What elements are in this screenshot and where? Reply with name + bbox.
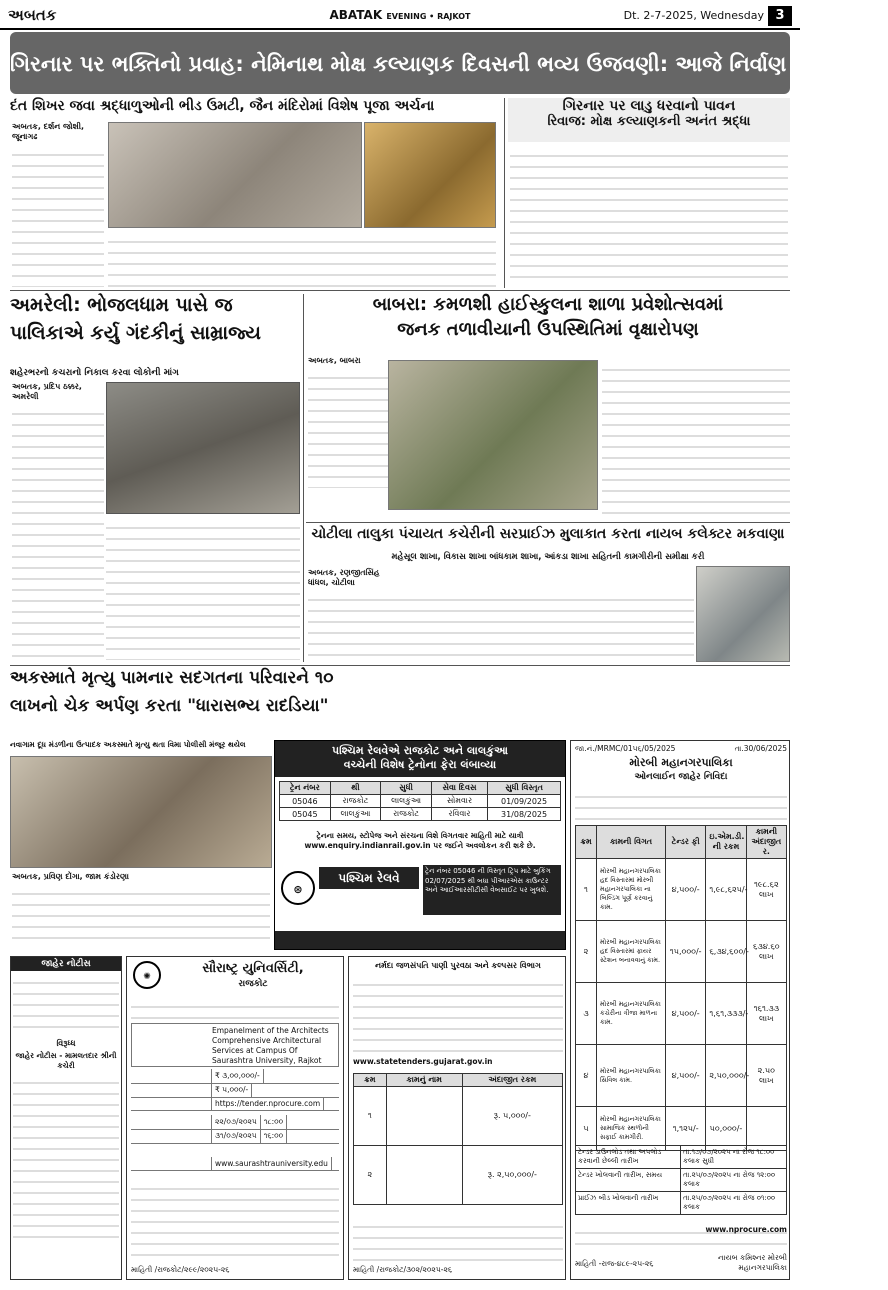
row-fee: ૪,૫૦૦/- (666, 983, 706, 1045)
masthead-sub: EVENING • RAJKOT (386, 12, 471, 21)
deadline-row (575, 1169, 787, 1192)
row-emd: ૧,૯૮,૬૨૫/- (706, 859, 746, 921)
railway-table-header (280, 782, 561, 795)
row-sr: ૩ (576, 983, 597, 1045)
extended-date: 31/08/2025 (488, 808, 561, 821)
university-footer-text (131, 1179, 339, 1261)
service-day: સોમવાર (431, 795, 487, 808)
row-work: મોરબી મહાનગરપાલિકા હદ વિસ્તારમાં ફાયર સ્ટેશન બનાવવાનું કામ. (597, 921, 666, 983)
table-row (280, 808, 561, 821)
col-tender-fee: ટેન્ડર ફી (666, 826, 706, 859)
col-emd: ઇ.એમ.ડી. ની રકમ (706, 826, 746, 859)
railway-brand: પશ્ચિમ રેલવે (319, 867, 419, 889)
gwssb-title: નર્મદા જળસંપતિ પાણી પુરવઠા અને કલ્પસર વિભાગ (375, 961, 541, 970)
story5-body-text (308, 590, 694, 662)
morbi-ref-date: તા.30/06/2025 (734, 744, 787, 753)
story5-byline: અબતક, રણજીતસિંહ ધાંધલ, ચોટીલા (308, 568, 380, 587)
story5-subhead: મહેસૂલ શાખા, વિકાસ શાખા બાંધકામ શાખા, આંકડા શાખા સહિતની કામગીરીની સમીક્ષા કરી (391, 552, 705, 562)
story1-column-text (12, 145, 104, 287)
col-work: કામનું નામ (386, 1074, 462, 1087)
story4-headline-box (306, 294, 790, 354)
gwssb-notes-text (353, 1217, 563, 1261)
story6-headline-line2: લાખનો ચેક અર્પણ કરતા "ધારાસભ્ય રાદડિયા" (10, 696, 329, 716)
row-emd: ૨,૫૦,૦૦૦/- (706, 1045, 746, 1107)
section-divider (306, 522, 790, 523)
deadline-value: તા.૨૫/૦૭/૨૦૨૫ ના રોજ ૦૧:૦૦ કલાક (683, 1194, 776, 1211)
table-header (354, 1074, 563, 1087)
gwssb-amount1: રૂ. ૫,૦૦૦/- (462, 1087, 562, 1146)
row-estimate: ૬૩૪.૬૦ લાખ (746, 921, 786, 983)
table-row (131, 1083, 339, 1098)
service-day: રવિવાર (431, 808, 487, 821)
row-work: મોરબી મહાનગરપાલિકા સિવિલ કામ. (597, 1045, 666, 1107)
col-work: કામની વિગત (597, 826, 666, 859)
col-amount: અંદાજીત રકમ (462, 1074, 562, 1087)
gwssb-website[interactable]: www.statetenders.gujarat.gov.in (353, 1057, 493, 1066)
deadline-label: ટેન્ડર ડાઉનલોડ તથા અપલોડ કરવાની છેલ્લી તારીખ (576, 1146, 681, 1168)
story3-subhead: શહેરભરનો કચરાનો નિકાલ કરવા લોકોની માંગ (10, 368, 179, 378)
public-notice-text (13, 973, 119, 1037)
table-row (131, 1097, 339, 1111)
public-notice-body2: જાહેર નોટીસ - મામલતદાર શ્રીની કચેરી (15, 1051, 117, 1070)
story2-body-text (510, 146, 788, 286)
table-row (131, 1115, 339, 1130)
story6-subhead: નવાગામ દૂધ મંડળીના ઉત્પાદક અકસ્માતે મૃત્યુ થતા વિમા પોલીસી મંજૂર થયેલ (10, 740, 246, 749)
story5-headline: ચોટીલા તાલુકા પંચાયત કચેરીની સરપ્રાઈઝ મુલાકાત કરતા નાયબ કલેક્ટર મકવાણા (311, 526, 785, 542)
table-row (131, 1129, 339, 1144)
morbi-footer-left: માહિતી -રાજ-૪૮૯-૨૫-૨૬ (575, 1259, 654, 1268)
table-row: ૨ રૂ. ૨,૫૦,૦૦૦/- (354, 1146, 563, 1205)
university-website[interactable]: www.saurashtrauniversity.edu (212, 1157, 332, 1170)
row-fee: ૧૫,૦૦૦/- (666, 921, 706, 983)
university-name: સૌરાષ્ટ્ર યુનિવર્સિટી, (202, 961, 304, 976)
story2-headline-box (508, 98, 790, 142)
from-station: લાલકુંઆ (330, 808, 381, 821)
story4-photo-plantation (388, 360, 598, 510)
row-sr: ૧ (576, 859, 597, 921)
public-notice-title: જાહેર નોટીસ (11, 957, 121, 971)
masthead (300, 8, 500, 22)
row-sr: ૫ (576, 1107, 597, 1151)
row-work: મોરબી મહાનગરપાલિકા હદ વિસ્તારમાં મોરબી મહાનગરપાલિકા ના બિલ્ડિંગ પૂર્ણ કરવાનું કામ. (597, 859, 666, 921)
table-row (576, 1107, 787, 1151)
story6-headline-line1: અકસ્માતે મૃત્યુ પામનાર સદગતના પરિવારને ૧૦ (10, 668, 334, 688)
table-row (131, 1157, 339, 1171)
deadline-value: તા.૧૭/૦૭/૨૦૨૫ ના રોજ ૧૮:૦૦ કલાક સુધી (683, 1148, 775, 1165)
story4-headline-line1: બાબરા: કમળશી હાઈસ્કુલના શાળા પ્રવેશોત્સવમાં (372, 294, 724, 315)
story1-photo-procession (108, 122, 362, 228)
public-notice-body-text (13, 1073, 119, 1243)
row-work: મોરબી મહાનગરપાલિકા કચેરીના ત્રીજા માળના કામ. (597, 983, 666, 1045)
railway-advertisement (274, 740, 566, 950)
story2-headline-line1: ગિરનાર પર લાડુ ધરવાનો પાવન (562, 98, 736, 114)
morbi-table (575, 825, 787, 1151)
table-row (576, 859, 787, 921)
deadline-value: તા.૨૫/૦૭/૨૦૨૫ ના રોજ ૧૨:૦૦ કલાક (683, 1171, 776, 1188)
row-estimate: ૨.૫૦ લાખ (746, 1045, 786, 1107)
section-divider (10, 290, 790, 291)
railway-title-line1: પશ્ચિમ રેલવેએ રાજકોટ અને લાલકુંઆ (332, 744, 508, 757)
col-train-no: ટ્રેન નંબર (280, 782, 331, 795)
table-row (131, 1069, 339, 1084)
story6-headline-box (10, 668, 570, 738)
row-sr: ૨ (576, 921, 597, 983)
gwssb-footer-ref: માહિતી /રાજકોટ/૩૦૨/૨૦૨૫-૨૬ (353, 1265, 453, 1274)
col-estimate: કામની અંદાજીત ર. (746, 826, 786, 859)
deadline-label: ટેન્ડર ખોલવાની તારીખ, સમય (576, 1169, 681, 1191)
deadline-label: પ્રાઈઝ બીડ ખોલવાની તારીખ (576, 1192, 681, 1214)
story1-headline: દંત શિખર જવા શ્રદ્ધાળુઓની ભીડ ઉમટી, જૈન મંદિરોમાં વિશેષ પૂજા અર્ચના (10, 98, 435, 114)
row-work: મોરબી મહાનગરપાલિકા સામાજિક સ્થળોની સફાઈ કામગીરી. (597, 1107, 666, 1151)
morbi-subtitle: ઓનલાઈન જાહેર નિવિદા (634, 772, 728, 782)
morbi-title: મોરબી મહાનગરપાલિકા (629, 756, 733, 769)
morbi-ref-no: જા.નં./MRMC/01૫૬/05/2025 (575, 744, 676, 753)
tender-date1: ૨૨/૦૭/૨૦૨૫ (212, 1115, 261, 1129)
col-service-day: સેવા દિવસ (431, 782, 487, 795)
lead-banner-headline (10, 32, 888, 94)
page-number: 3 (768, 6, 792, 26)
table-row (576, 983, 787, 1045)
morbi-intro-text (575, 787, 787, 821)
story1-headline-box (10, 98, 502, 118)
story4-byline: અબતક, બાબરા (308, 356, 361, 365)
col-sr: ક્રમ (354, 1074, 387, 1087)
story3-headline-line2: પાલિકાએ કર્યુ ગંદકીનું સામ્રાજ્ય (10, 322, 261, 344)
to-station: રાજકોટ (381, 808, 432, 821)
story2-headline-line2: રિવાજ: મોક્ષ કલ્યાણકની અનંત શ્રદ્ધા (547, 114, 751, 129)
morbi-footer-right: નાયબ કમિશ્નર મોરબી મહાનગરપાલિકા (718, 1253, 787, 1272)
deadline-row (575, 1145, 787, 1169)
university-footer-ref: માહિતી /રાજકોટ/૨૯૯/૨૦૨૫-૨૬ (131, 1265, 230, 1274)
railway-title-line2: વચ્ચેની વિશેષ ટ્રેનોના ફેરા લંબાવ્યા (343, 758, 497, 771)
story3-column-text (12, 404, 104, 660)
section-divider (10, 665, 790, 666)
university-intro-text (131, 997, 339, 1019)
col-extended-to: સુધી વિસ્તૃત (488, 782, 561, 795)
story3-headline-line1: અમરેલી: ભોજલધામ પાસે જ (10, 294, 233, 316)
story6-photo-cheque (10, 756, 272, 868)
gwssb-table (353, 1073, 563, 1205)
public-notice-subtitle: વિરૂધ્ધ (56, 1039, 76, 1048)
tender-time1: ૧૮:૦૦ (261, 1115, 287, 1129)
row-fee: ૪,૫૦૦/- (666, 1045, 706, 1107)
story1-body-text (108, 232, 496, 288)
morbi-website[interactable]: www.nprocure.com (705, 1225, 787, 1234)
tender-url[interactable]: https://tender.nprocure.com (212, 1097, 324, 1110)
story3-headline-box (10, 294, 300, 366)
col-sr: ક્રમ (576, 826, 597, 859)
tender-amount: ₹ ૩,૦૦,૦૦૦/- (212, 1069, 264, 1083)
masthead-name: ABATAK (329, 8, 383, 22)
story4-body-text (602, 360, 790, 516)
col-from: થી (330, 782, 381, 795)
col-to: સુધી (381, 782, 432, 795)
railway-footer-strip (275, 931, 565, 949)
story3-byline: અબતક, પ્રદિપ ઠક્કર, અમરેલી (12, 382, 82, 401)
to-station: લાલકુંઆ (381, 795, 432, 808)
university-tender (126, 956, 344, 1280)
deadline-row (575, 1192, 787, 1215)
train-no: 05046 (280, 795, 331, 808)
table-row: ૧ રૂ. ૫,૦૦૦/- (354, 1087, 563, 1146)
extended-date: 01/09/2025 (488, 795, 561, 808)
story1-byline: અબતક, દર્શન જોશી, જૂનાગઢ (12, 122, 85, 141)
story6-body-text (12, 884, 270, 948)
tender-fee: ₹ ૫,૦૦૦/- (212, 1083, 252, 1097)
page-header (0, 0, 800, 30)
column-divider (303, 294, 304, 662)
university-tender-title: Empanelment of the Architects Comprehensive Architectural Services at Campus Of Saurashtra University, Rajkot (131, 1023, 339, 1067)
story5-photo-officer (696, 566, 790, 662)
table-header (576, 826, 787, 859)
tender-date2: ૩૧/૦૭/૨૦૨૫ (212, 1129, 261, 1143)
story5-headline-box (306, 526, 790, 550)
table-row (280, 795, 561, 808)
story6-byline: અબતક, પ્રવિણ દોંગા, જામ કંડોરણા (12, 872, 129, 881)
row-fee: ૧,૧૨૫/- (666, 1107, 706, 1151)
row-emd: ૬,૩૪,૬૦૦/- (706, 921, 746, 983)
morbi-municipal-tender (570, 740, 790, 1280)
table-row (576, 1045, 787, 1107)
gwssb-amount2: રૂ. ૨,૫૦,૦૦૦/- (462, 1146, 562, 1205)
row-sr: ૪ (576, 1045, 597, 1107)
column-divider (504, 98, 505, 288)
story3-photo-garbage (106, 382, 300, 514)
gwssb-intro-text (353, 975, 563, 1055)
railway-booking-note: ટ્રેન નંબર 05046 ની વિસ્તૃત ટ્રિપ માટે બુકિંગ 02/07/2025 થી બધા પીઆરએસ કાઉન્ટર અને આઈઆરસીટીસી વેબસાઈટ પર ખુલશે. (423, 865, 561, 915)
newspaper-logo: અબતક (8, 6, 57, 24)
railway-logo-icon: ⊛ (281, 871, 315, 905)
public-notice (10, 956, 122, 1280)
water-supply-tender (348, 956, 566, 1280)
row-emd: ૫૦,૦૦૦/- (706, 1107, 746, 1151)
row-estimate: ૧૬૧.૩૩ લાખ (746, 983, 786, 1045)
train-no: 05045 (280, 808, 331, 821)
issue-date: Dt. 2-7-2025, Wednesday (623, 9, 764, 22)
from-station: રાજકોટ (330, 795, 381, 808)
morbi-deadlines (575, 1145, 787, 1215)
story4-headline-line2: જનક તળાવીયાની ઉપસ્થિતિમાં વૃક્ષારોપણ (397, 319, 699, 340)
row-estimate: ૧૯૮.૬૨ લાખ (746, 859, 786, 921)
university-seal-icon: ✺ (133, 961, 161, 989)
row-fee: ૪,૫૦૦/- (666, 859, 706, 921)
table-row (576, 921, 787, 983)
tender-time2: ૧૬:૦૦ (261, 1129, 287, 1143)
railway-table (279, 781, 561, 821)
story3-body-text (106, 518, 300, 660)
row-estimate (746, 1107, 786, 1151)
story1-photo-laddu (364, 122, 496, 228)
row-emd: ૧,૬૧,૩૩૩/- (706, 983, 746, 1045)
railway-title-box (275, 741, 565, 777)
railway-enquiry: ટ્રેનના સમય, સ્ટોપેજ અને સંરચના વિશે વિગતવાર માહિતી માટે યાત્રી www.enquiry.indianrail.gov.in પર જઈને અવલોકન કરી શકે છે. (304, 831, 536, 850)
university-city: રાજકોટ (238, 979, 268, 989)
banner-text: ગિરનાર પર ભક્તિનો પ્રવાહ: નેમિનાથ મોક્ષ કલ્યાણક દિવસની ભવ્ય ઉજવણી: આજે નિર્વાણ લાડુ ઉત્સવ (10, 52, 888, 76)
